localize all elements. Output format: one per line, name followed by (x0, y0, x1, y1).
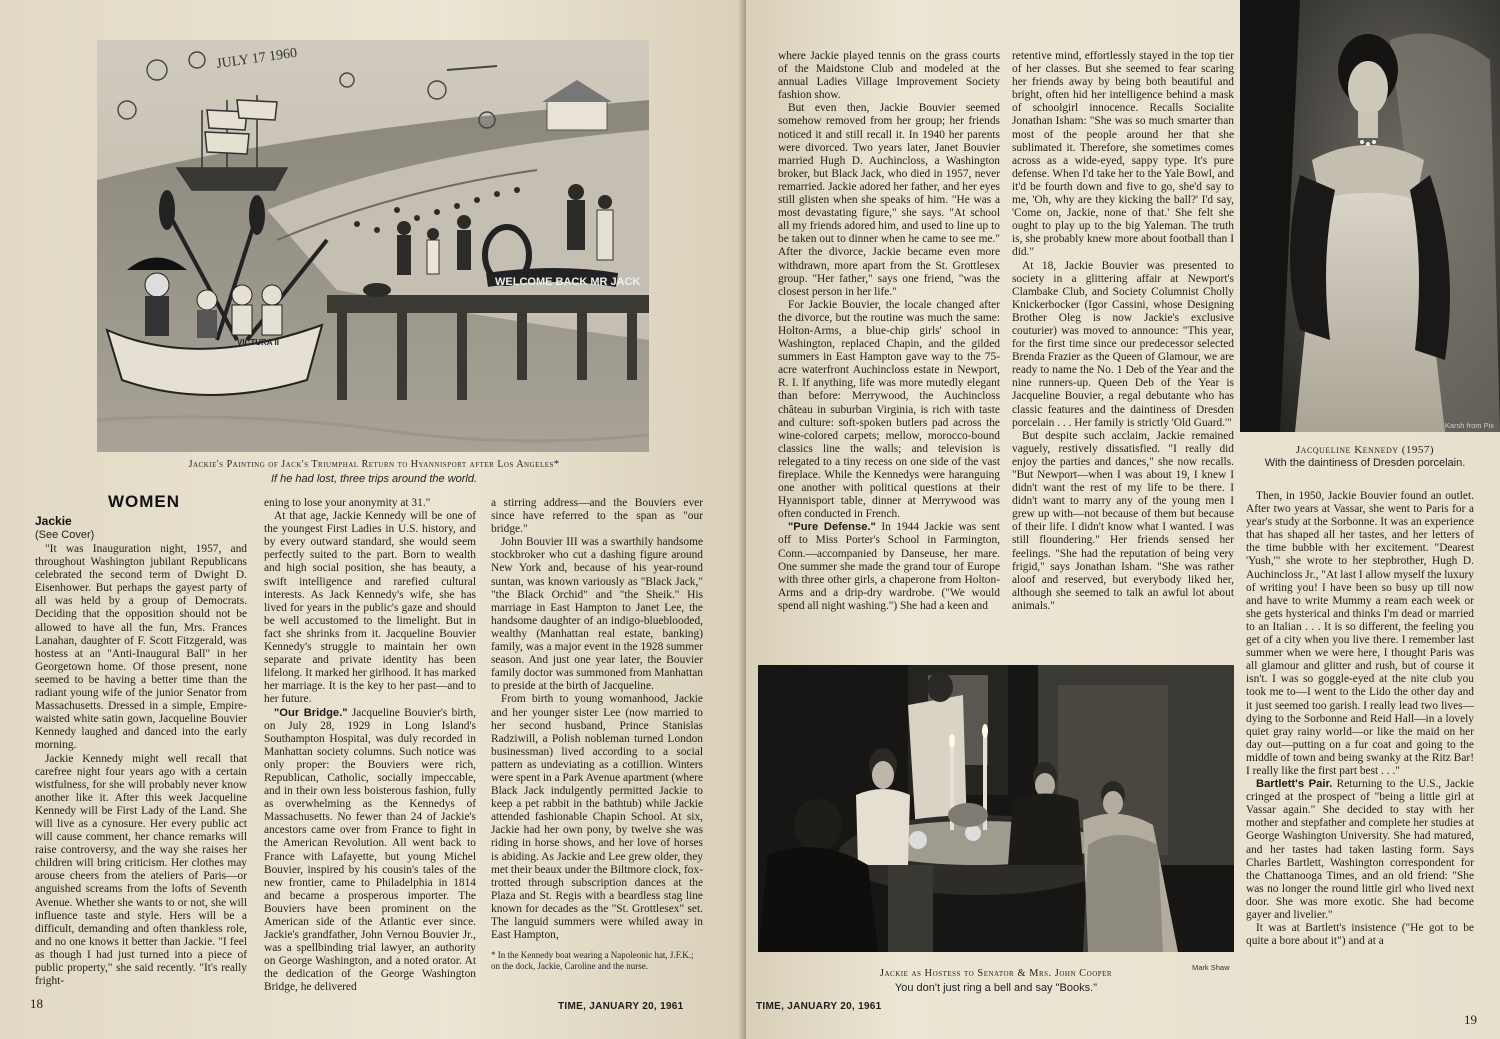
painting-illustration (97, 40, 649, 452)
paragraph: Returning to the U.S., Jackie cringed at the prospect of "being a little girl at Vassar again." She decided to stay with her mother and stepfather and complete her studies at George Washington University. She had matured, and her tastes had taken lasting form. Says Charles Bartlett, Washington correspondent for the Chattanooga Times, and an old friend: "She was no longer the round little girl who lived next door. She was more exotic. She had become gayer and livelier." (1246, 778, 1474, 921)
section-heading: WOMEN (108, 492, 181, 511)
article-headline: Jackie (35, 514, 72, 528)
paragraph: retentive mind, effortlessly stayed in the top tier of her classes. But she seemed to fear scaring her friends away by being both beautiful and bright, often hid her intelligence behind a mask of schoolgirl innocence. Recalls Socialite Jonathan Isham: "She was so much smarter than most of the people around her that she sublimated it. Therefore, she sometimes comes across as a wide-eyed, sappy type. It's pure defense. When I'd take her to the Yale Bowl, and it'd be fourth down and five to go, she'd say to me, 'Oh, why are they kicking the ball?' I'd say, 'Come on, Jackie, none of that.' She felt she ought to play up to the big Yaleman. The truth is, she probably knew more about football than I did." (1012, 50, 1234, 259)
footnote: * In the Kennedy boat wearing a Napoleonic hat, J.F.K.; on the dock, Jackie, Caroline and the nurse. (491, 950, 694, 971)
right-column-1 (778, 50, 1000, 660)
painting-subcaption: If he had lost, three trips around the world. (270, 473, 478, 485)
portrait-image (1240, 0, 1500, 432)
paragraph: "It was Inauguration night, 1957, and throughout Washington jubilant Republicans celebrated the second term of Dwight D. Eisenhower. But perhaps the gayest party of all was held by a group of Democrats. Deciding that the opposition should not be allowed to have all the fun, Mrs. Frances Lanahan, daughter of F. Scott Fitzgerald, was hostess at an "Anti-Inaugural Ball" in her Georgetown home. Of those present, none seemed to be having a better time than the radiant young wife of the junior Senator from Massachusetts. Dressed in a simple, Empire-waisted white satin gown, Jacqueline Bouvier Kennedy laughed and danced into the early morning. (35, 543, 247, 752)
paragraph: ening to lose your anonymity at 31." (264, 497, 431, 509)
paragraph: It was at Bartlett's insistence ("He got to be quite a bore about it") and at a (1246, 922, 1474, 948)
left-column-3 (491, 497, 703, 945)
right-column-3 (1246, 490, 1474, 1030)
painting-banner-text: WELCOME BACK MR JACK (495, 276, 641, 288)
paragraph: In 1944 Jackie was sent off to Miss Porter's School in Farmington, Conn.—accompanied by Danseuse, her mare. One summer she made the grand tour of Europe with three other girls, a chaperone from Holton-Arms and a drip-dry wardrobe. ("We would spend all night washing.") She had a keen and (778, 521, 1000, 612)
dinner-image (758, 665, 1234, 952)
right-column-2 (1012, 50, 1234, 660)
painting-caption: Jackie's Painting of Jack's Triumphal Return to Hyannisport after Los Angeles* (188, 459, 560, 470)
painting-photo (97, 40, 649, 452)
page-number: 18 (30, 996, 43, 1011)
portrait-photo (1240, 0, 1500, 432)
paragraph: At 18, Jackie Bouvier was presented to society in a glittering affair at Newport's Clambake Club, and Society Columnist Cholly Knickerbocker (Igor Cassini, whose Designing Brother Oleg is now Jackie's exclusive couturier) was moved to announce: "This year, for the first time since our predecessor selected Brenda Frazier as the Queen of Glamour, we are ready to name the No. 1 Deb of the Year and the nine runners-up. Queen Deb of the Year is Jacqueline Bouvier, a regal debutante who has classic features and the daintiness of Dresden porcelain . . . Her family is strictly 'Old Guard.'" (1012, 259, 1234, 429)
paragraph: Jackie Kennedy might well recall that carefree night four years ago with a certain wistfulness, for she will probably never know another like it. After this week Jacqueline Kennedy will be First Lady of the Land. She will live as a cynosure. Her every public act will cause comment, her chance remarks will raise controversy, and the way she raises her children will bring criticism. Her clothes may arouse cheers from the ateliers of Paris—or anguished screams from the lofts of Seventh Avenue. Whether she wants to or not, she will influence taste and style. Hers will be a difficult, demanding and often thankless role, and no one knows it better than Jackie. "I feel as though I had just turned into a piece of public property," she said recently. "It's really fright- (35, 752, 247, 988)
see-cover-note: (See Cover) (35, 529, 95, 541)
paragraph: At that age, Jackie Kennedy will be one of the youngest First Ladies in U.S. history, and by every outward standard, she would seem perfectly suited to the part. Born to wealth and high social position, she has beauty, a swift intelligence and rarefied cultural interests. As Jack Kennedy's wife, she has lived for years in the public's gaze and should be well accustomed to the limelight. But in fact she shrinks from it. Jacqueline Bouvier Kennedy's struggle to maintain her own separate and private identity has been lifelong. It marked her girlhood. It has marked her marriage. It is the key to her past—and to her future. (264, 510, 476, 706)
portrait-subcaption: With the daintiness of Dresden porcelain. (1264, 457, 1466, 469)
left-column-2 (264, 497, 476, 1013)
painting-date-inscription: JULY 17 1960 (215, 45, 299, 72)
left-page (0, 0, 746, 1039)
boat-name: VICTURA II (237, 338, 279, 347)
paragraph: where Jackie played tennis on the grass courts of the Maidstone Club and modeled at the annual Ladies Village Improvement Society fashion show. (778, 50, 1000, 102)
left-column-1 (35, 543, 247, 1013)
subhead-pure-defense: "Pure Defense." (788, 521, 876, 534)
subhead-our-bridge: "Our Bridge." (274, 706, 348, 719)
paragraph: From birth to young womanhood, Jackie and her younger sister Lee (now married to her second husband, Prince Stanislas Radziwill, a Polish nobleman turned London businessman) lived according to a social pattern as undeviating as a cotillion. Winters were spent in a Park Avenue apartment (where Black Jack indulgently permitted Jackie to keep a pet rabbit in the bathtub) while Jackie attended fashionable Chapin School. At six, Jackie had her own pony, by twelve she was riding in horse shows, and her love of horses is abiding. As Jackie and Lee grew older, they met their beaux under the Biltmore clock, fox-trotted through subscription dances at the Plaza and St. Regis with a beardless stag line known for decades as the "St. Grottlesex" set. The languid summers were whiled away in East Hampton, (491, 693, 703, 942)
paragraph: But even then, Jackie Bouvier seemed somehow removed from her group; her friends noticed it and still recall it. In 1940 her parents were divorced. Two years later, Janet Bouvier married Hugh D. Auchincloss, a Washington broker, but Black Jack, who died in 1957, never remarried. Jackie adored her father, and her eyes still glisten when she speaks of him. "He was a most devastating figure," she says. "At school all my friends adored him, and used to line up to be taken out to dinner when he came to see me." After the divorce, Jackie became even more withdrawn, more apart from the St. Grottlesex group. "Her father," says one friend, "was the closest person in her life." (778, 102, 1000, 298)
paragraph: Jacqueline Bouvier's birth, on July 28, 1929 in Long Island's Southampton Hospital, was duly recorded in Manhattan society columns. Such notice was only proper: the Bouviers were rich, Republican, Catholic, socially impeccable, and in their own less boisterous fashion, fully as overwhelming as the Kennedys of Massachusetts. No fewer than 24 of Jackie's ancestors came over from France to fight in the American Revolution. All went back to France with Lafayette, but young Michel Bouvier, inspired by his cousin's tales of the new frontier, came to Philadelphia in 1814 and became a prosperous importer. The Bouviers have been prominent on the American side of the Atlantic ever since. Jackie's grandfather, John Vernou Bouvier Jr., was a spellbinding trial lawyer, an authority on George Washington, and a noted orator. At the dedication of the George Washington Bridge, he delivered (264, 706, 476, 994)
running-head: TIME, JANUARY 20, 1961 (756, 1001, 882, 1012)
paragraph: But despite such acclaim, Jackie remained vaguely, restively dissatisfied. "I really did enjoy the parties and dances," she now recalls. "But Newport—when I was about 19, I knew I didn't want the rest of my life to be there. I didn't want to marry any of the young men I grew up with—not because of them but because of their life. I didn't know what I wanted. I was still floundering." Her friends sensed her feelings. "She had the reputation of being very frigid," says Jonathan Isham. "She was rather aloof and reserved, but everybody liked her, although she seemed to talk an awful lot about animals." (1012, 429, 1234, 612)
paragraph: For Jackie Bouvier, the locale changed after the divorce, but the routine was much the same: Holton-Arms, a blue-chip girls' school in Washington, replaced Chapin, and the gilded summers in East Hampton gave way to the 75-acre waterfront Auchincloss estate in Newport, R. I. If anything, life was more mutedly elegant than before: Merrywood, the Auchincloss château in suburban Virginia, is rich with taste and culture: soft-spoken butlers pad across the wine-colored carpets; mellow, morocco-bound classics line the walls; and television is relegated to a tiny recess on one side of the vast fireplace. While the Kennedys were haranguing one another with political questions at their Hyannisport table, dinner at Merrywood was often conducted in French. (778, 298, 1000, 521)
paragraph: Then, in 1950, Jackie Bouvier found an outlet. After two years at Vassar, she went to Paris for a year's study at the Sorbonne. It was an experience that has shaped all her tastes, and her letters of the time bubble with her excitement. "Dearest 'Yush,'" she wrote to her stepbrother, Hugh D. Auchincloss Jr., "At last I allow myself the luxury of writing you! I have been so busy up till now and have to write Mummy a ream each week or she gets hysterical and thinks I'm dead or married to an Italian . . . It is so different, the feeling you get of a city when you live there. I remember last summer when we were here, I thought Paris was all glamour and glitter and rush, but of course it isn't. I was so goggle-eyed at the nite club you took me to—I went to the Lido the other day and it just seemed too garish. I really lead two lives—dying to the Sorbonne and Reid Hall—in a lovely quiet gray rainy world—or like the maid on her day out—putting on a fur coat and going to the middle of town and being swanky at the Ritz Bar! I really like the first part best . . ." (1246, 490, 1474, 777)
dinner-caption: Jackie as Hostess to Senator & Mrs. John Cooper (879, 968, 1113, 979)
page-number: 19 (1464, 1012, 1477, 1027)
running-foot: TIME, JANUARY 20, 1961 (558, 1001, 684, 1012)
dinner-photo (758, 665, 1234, 952)
paragraph: a stirring address—and the Bouviers ever since have referred to the span as "our bridge." (491, 497, 703, 536)
subhead-bartletts-pair: Bartlett's Pair. (1256, 778, 1333, 791)
dinner-credit: Mark Shaw (1192, 963, 1230, 972)
paragraph: John Bouvier III was a swarthily handsome stockbroker who cut a dashing figure around New York and, because of his year-round suntan, was known variously as "Black Jack," "the Black Orchid" and "the Sheik." His marriage in East Hampton to Janet Lee, the handsome daughter of an indigo-blueblooded, wealthy (Manhattan real estate, banking) family, was a major event in the 1928 summer season. And just one year later, the Bouvier family doctor was summoned from Manhattan to preside at the birth of Jacqueline. (491, 536, 703, 693)
portrait-caption: Jacqueline Kennedy (1957) (1295, 444, 1435, 456)
portrait-credit: Karsh from Pix (1444, 421, 1494, 430)
dinner-subcaption: You don't just ring a bell and say "Books." (894, 982, 1098, 994)
right-page (746, 0, 1500, 1039)
